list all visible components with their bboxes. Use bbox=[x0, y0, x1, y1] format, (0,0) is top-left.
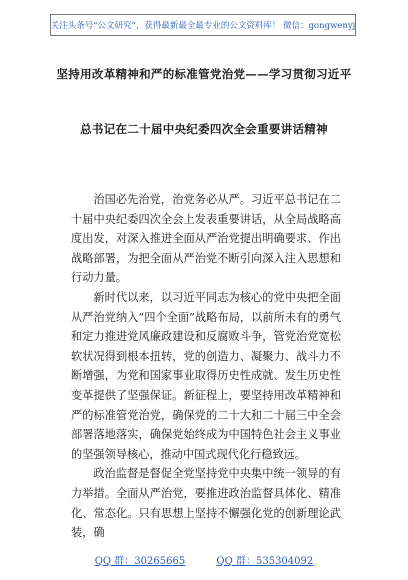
footer-qq-groups bbox=[0, 552, 408, 567]
qq-group-2: QQ 群：535304092 bbox=[216, 556, 314, 567]
paragraph-1: 治国必先治党，治党务必从严。习近平总书记在二十届中央纪委四次全会上发表重要讲话，从全局战略高度出发，对深入推进全面从严治党提出明确要求、作出战略部署，为把全面从严治党不断引向深入注入思想和行动力量。 bbox=[71, 193, 341, 285]
header-banner: 关注头条号“公文研究”，获得最新最全最专业的公文资料库！ 微信：gongwenyj bbox=[50, 14, 356, 36]
document-body bbox=[71, 190, 341, 543]
qq-group-1: QQ 群：30265665 bbox=[94, 556, 186, 567]
document-title-line-2: 总书记在二十届中央纪委四次全会重要讲话精神 bbox=[80, 122, 328, 136]
document-title-line-1: 坚持用改革精神和严的标准管党治党——学习贯彻习近平 bbox=[56, 67, 352, 81]
paragraph-2: 新时代以来，以习近平同志为核心的党中央把全面从严治党纳入“四个全面”战略布局，以前所未有的勇气和定力推进党风廉政建设和反腐败斗争，管党治党宽松软状况得到根本扭转，党的创造力、凝聚力、战斗力不断增强，为党和国家事业取得历史性成就、发生历史性变革提供了坚强保证。新征程上，要坚持用改革精神和严的标准管党治党，确保党的二十大和二十届三中全会部署落地落实，确保党始终成为中国特色社会主义事业的坚强领导核心，推动中国式现代化行稳致远。 bbox=[71, 290, 341, 461]
paragraph-3: 政治监督是督促全党坚持党中央集中统一领导的有力举措。全面从严治党，要推进政治监督具体化、精准化、常态化。只有思想上坚持不懈强化党的创新理论武装，确 bbox=[71, 467, 341, 540]
